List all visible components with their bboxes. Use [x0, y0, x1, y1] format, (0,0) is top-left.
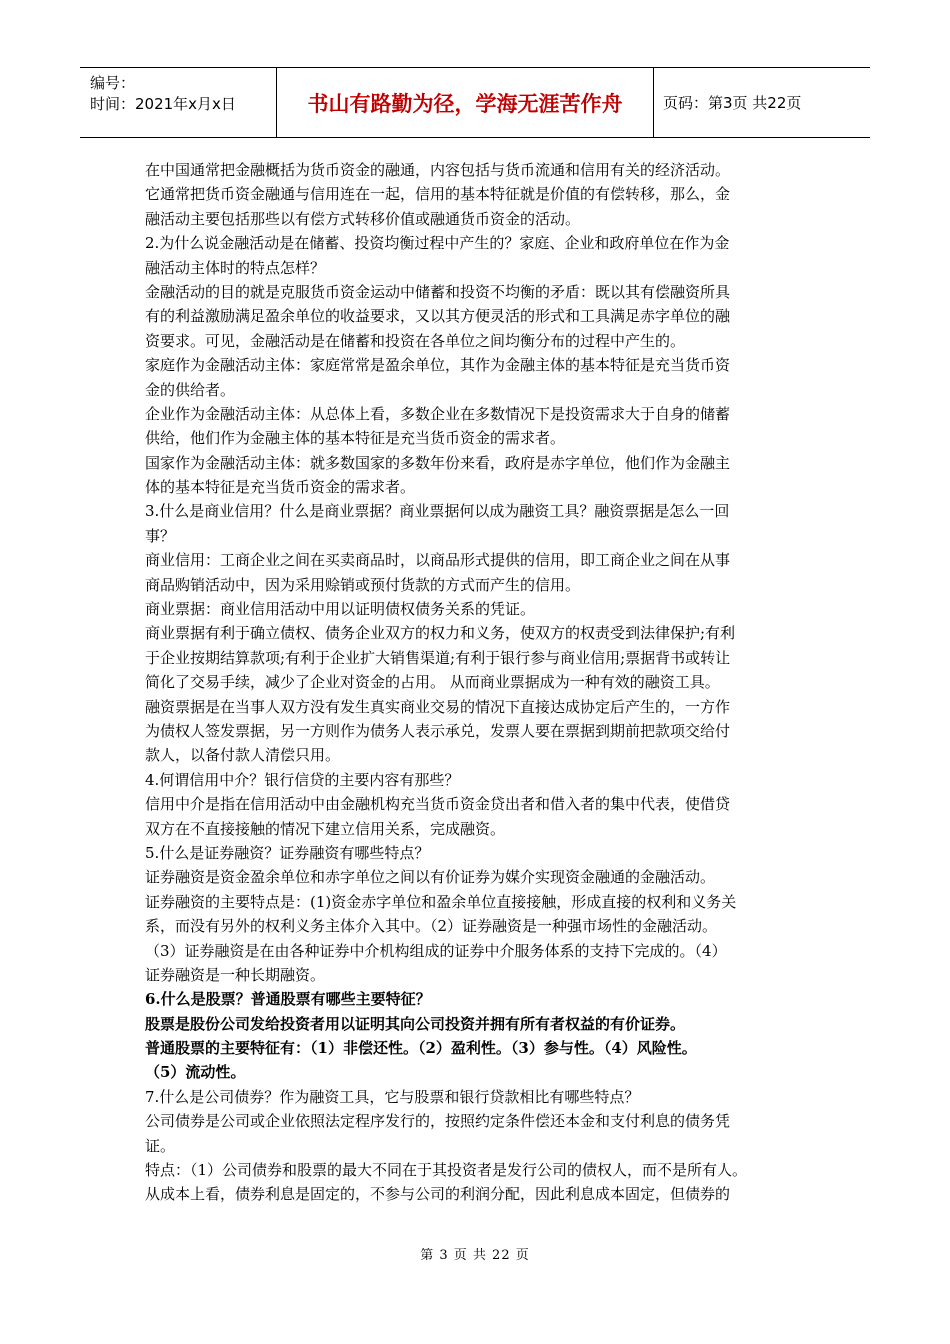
text-line: 商品购销活动中，因为采用赊销或预付货款的方式而产生的信用。: [145, 575, 581, 594]
text-line: 6.什么是股票？普通股票有哪些主要特征？: [145, 990, 431, 1009]
text-line: （5）流动性。: [145, 1063, 246, 1082]
text-line: 商业票据有利于确立债权、债务企业双方的权力和义务，使双方的权责受到法律保护;有利: [145, 624, 736, 643]
text-line: 双方在不直接接触的情况下建立信用关系，完成融资。: [145, 819, 506, 838]
header-page-number: 页码：第3页 共22页: [663, 94, 802, 112]
text-line: 普通股票的主要特征有：（1）非偿还性。（2）盈利性。（3）参与性。（4）风险性。: [145, 1039, 697, 1058]
page-header: [80, 67, 870, 138]
document-body: [145, 158, 805, 1207]
text-line: 为债权人签发票据，另一方则作为债务人表示承兑，发票人要在票据到期前把款项交给付: [145, 721, 731, 740]
text-line: 它通常把货币资金融通与信用连在一起，信用的基本特征就是价值的有偿转移，那么，金: [145, 185, 731, 204]
text-line: 家庭作为金融活动主体：家庭常常是盈余单位，其作为金融主体的基本特征是充当货币资: [145, 356, 731, 375]
text-line: 商业信用：工商企业之间在买卖商品时，以商品形式提供的信用，即工商企业之间在从事: [145, 551, 731, 570]
header-divider-right: [653, 68, 654, 137]
text-line: 资要求。可见，金融活动是在储蓄和投资在各单位之间均衡分布的过程中产生的。: [145, 331, 686, 350]
text-line: 商业票据：商业信用活动中用以证明债权债务关系的凭证。: [145, 600, 536, 619]
text-line: 3.什么是商业信用？什么是商业票据？商业票据何以成为融资工具？融资票据是怎么一回: [145, 502, 730, 521]
text-line: 证券融资是资金盈余单位和赤字单位之间以有价证券为媒介实现资金融通的金融活动。: [145, 868, 716, 887]
text-line: 在中国通常把金融概括为货币资金的融通，内容包括与货币流通和信用有关的经济活动。: [145, 161, 731, 179]
text-line: 有的利益激励满足盈余单位的收益要求，又以其方便灵活的形式和工具满足赤字单位的融: [145, 307, 731, 326]
text-line: 供给，他们作为金融主体的基本特征是充当货币资金的需求者。: [145, 429, 566, 448]
text-line: 于企业按期结算款项;有利于企业扩大销售渠道;有利于银行参与商业信用;票据背书或转让: [145, 648, 731, 667]
text-line: 款人，以备付款人清偿只用。: [145, 746, 341, 765]
header-motto: 书山有路勤为径，学海无涯苦作舟: [307, 91, 623, 116]
text-line: 证。: [145, 1136, 176, 1155]
text-line: 融活动主体时的特点怎样？: [145, 258, 326, 277]
header-meta: [90, 73, 274, 115]
page-footer: 第 3 页 共 22 页: [420, 1248, 530, 1263]
text-line: 企业作为金融活动主体：从总体上看，多数企业在多数情况下是投资需求大于自身的储蓄: [145, 404, 731, 423]
text-line: 体的基本特征是充当货币资金的需求者。: [145, 478, 416, 497]
text-line: 从成本上看，债券利息是固定的，不参与公司的利润分配，因此利息成本固定，但债券的: [145, 1185, 731, 1204]
text-line: 股票是股份公司发给投资者用以证明其向公司投资并拥有所有者权益的有价证券。: [145, 1014, 686, 1033]
text-line: 证券融资的主要特点是：(1)资金赤字单位和盈余单位直接接触，形成直接的权利和义务关: [145, 892, 737, 911]
text-line: 金融活动的目的就是克服货币资金运动中储蓄和投资不均衡的矛盾：既以其有偿融资所具: [145, 282, 731, 301]
text-line: 证券融资是一种长期融资。: [145, 965, 326, 984]
text-line: 5.什么是证券融资？证券融资有哪些特点？: [145, 843, 430, 862]
text-line: 信用中介是指在信用活动中由金融机构充当货币资金贷出者和借入者的集中代表，使借贷: [145, 795, 731, 814]
text-line: 融活动主要包括那些以有偿方式转移价值或融通货币资金的活动。: [145, 209, 581, 228]
text-line: 事？: [145, 526, 176, 545]
text-line: 简化了交易手续，减少了企业对资金的占用。 从而商业票据成为一种有效的融资工具。: [145, 673, 720, 692]
document-number-label: 编号：: [90, 74, 136, 92]
text-line: 金的供给者。: [145, 380, 236, 399]
text-line: 7.什么是公司债券？作为融资工具，它与股票和银行贷款相比有哪些特点？: [145, 1087, 640, 1106]
text-line: 公司债券是公司或企业依照法定程序发行的，按照约定条件偿还本金和支付利息的债务凭: [145, 1112, 731, 1131]
text-line: （3）证券融资是在由各种证券中介机构组成的证券中介服务体系的支持下完成的。（4）: [145, 941, 727, 960]
text-line: 4.何谓信用中介？银行信贷的主要内容有那些？: [145, 770, 460, 789]
text-line: 国家作为金融活动主体：就多数国家的多数年份来看，政府是赤字单位，他们作为金融主: [145, 453, 731, 472]
text-line: 融资票据是在当事人双方没有发生真实商业交易的情况下直接达成协定后产生的，一方作: [145, 697, 731, 716]
text-line: 系，而没有另外的权利义务主体介入其中。（2）证券融资是一种强市场性的金融活动。: [145, 917, 718, 936]
text-line: 特点：（1）公司债券和股票的最大不同在于其投资者是发行公司的债权人，而不是所有人。: [145, 1161, 748, 1180]
document-date-label: 时间：2021年x月x日: [90, 95, 236, 113]
text-line: 2.为什么说金融活动是在储蓄、投资均衡过程中产生的？家庭、企业和政府单位在作为金: [145, 234, 730, 253]
